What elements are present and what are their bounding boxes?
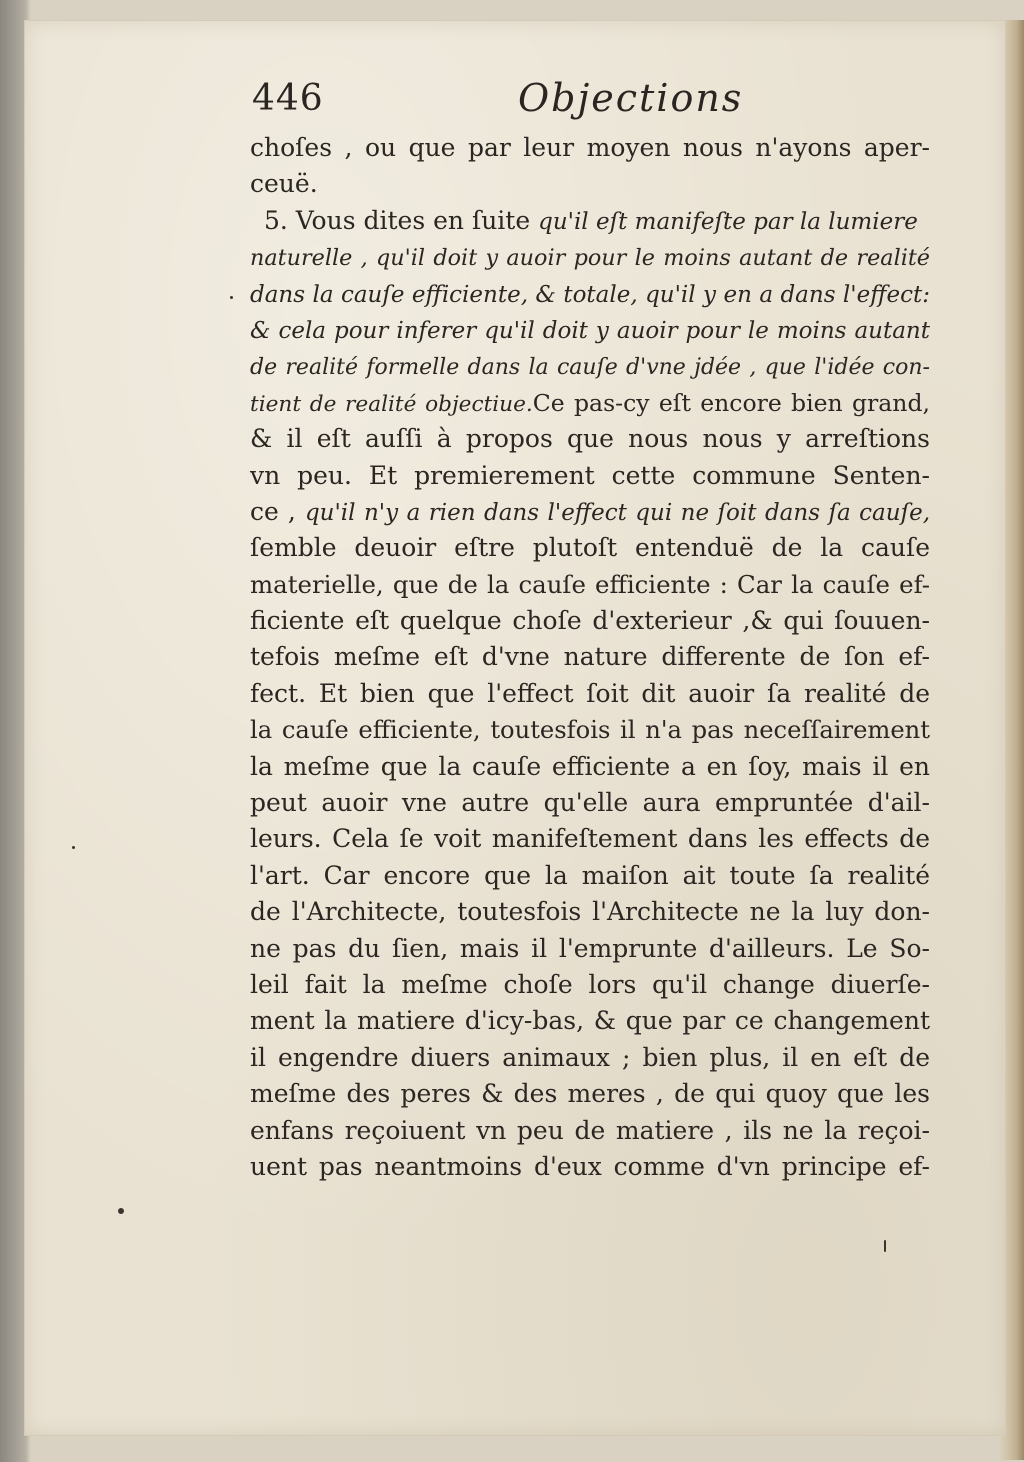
- text-segment: peut auoir vne autre qu'elle aura empruntée d'ail-: [250, 788, 930, 818]
- text-segment: choſes , ou que par leur moyen nous n'ayons aper-: [250, 133, 930, 162]
- text-segment: uent pas neantmoins d'eux comme d'vn principe ef-: [250, 1151, 930, 1181]
- ink-speck: [884, 1240, 886, 1252]
- page-number: 446: [252, 78, 324, 119]
- text-segment: de l'Architecte, toutesfois l'Architecte ne la luy don-: [250, 897, 930, 927]
- italic-text: qu'il n'y a rien dans l'effect qui ne ſoit dans ſa cauſe,: [304, 499, 931, 526]
- text-segment: enfans reçoiuent vn peu de matiere , ils ne la reçoi-: [250, 1115, 930, 1145]
- text-line: [250, 639, 930, 675]
- text-line: [250, 421, 930, 457]
- text-segment: ficiente eſt quelque choſe d'exterieur ,& qui ſouuen-: [250, 606, 930, 636]
- text-line: [250, 1003, 930, 1039]
- running-title: Objections: [518, 76, 744, 120]
- text-segment: ceuë.: [250, 169, 318, 199]
- text-segment: il engendre diuers animaux ; bien plus, il en eſt de: [250, 1042, 930, 1072]
- text-line: [250, 931, 930, 967]
- text-line: [250, 821, 930, 857]
- text-line: [250, 712, 930, 748]
- text-segment: ce ,: [250, 496, 305, 526]
- text-line: [250, 967, 930, 1003]
- text-line: [250, 130, 930, 166]
- text-segment: materielle, que de la cauſe efficiente : Car la cauſe ef-: [250, 569, 930, 599]
- text-line: [250, 749, 930, 785]
- text-segment: ment la matiere d'icy-bas, & que par ce changement: [250, 1006, 930, 1036]
- text-segment: leurs. Cela ſe voit manifeſtement dans les effects de: [250, 824, 930, 854]
- text-segment: tefois meſme eſt d'vne nature differente de ſon ef-: [250, 642, 930, 672]
- text-line: [250, 239, 930, 275]
- text-segment: vn peu. Et premierement cette commune Senten-: [250, 460, 930, 490]
- text-segment: meſme des peres & des meres , de qui quoy que les: [250, 1079, 930, 1109]
- italic-text: naturelle , qu'il doit y auoir pour le moins autant de realité: [250, 245, 930, 272]
- text-line: [250, 312, 930, 348]
- text-line: [250, 385, 930, 421]
- text-line: [250, 785, 930, 821]
- text-line: [250, 458, 930, 494]
- text-line: [250, 276, 930, 312]
- ink-speck: [118, 1208, 124, 1214]
- text-segment: la meſme que la cauſe efficiente a en ſoy, mais il en: [250, 751, 930, 781]
- text-line: [250, 348, 930, 384]
- body-text: [250, 130, 930, 1185]
- text-line: [250, 1040, 930, 1076]
- text-line: [250, 894, 930, 930]
- text-segment: Ce pas-cy eſt encore bien grand,: [532, 388, 930, 417]
- text-segment: 5. Vous dites en ſuite: [264, 205, 539, 235]
- ink-speck: [72, 846, 75, 849]
- italic-text: qu'il eſt manifeſte par la lumiere: [538, 208, 918, 235]
- text-segment: l'art. Car encore que la maiſon ait toute ſa realité: [250, 860, 930, 890]
- italic-text: & cela pour inferer qu'il doit y auoir pour le moins autant: [250, 317, 930, 344]
- italic-text: dans la cauſe efficiente, & totale, qu'il y en a dans l'effect:: [250, 281, 930, 308]
- text-line: [250, 166, 930, 202]
- text-line: [250, 1113, 930, 1149]
- italic-text: de realité formelle dans la cauſe d'vne jdée , que l'idée con-: [250, 355, 930, 381]
- text-line: [250, 603, 930, 639]
- page-header: [252, 74, 932, 134]
- ink-speck: [230, 296, 233, 299]
- text-segment: fect. Et bien que l'effect ſoit dit auoir ſa realité de: [250, 678, 930, 708]
- text-line: [250, 1149, 930, 1185]
- text-line: [250, 567, 930, 603]
- text-segment: ſemble deuoir eſtre plutoſt entenduë de la cauſe: [250, 533, 930, 563]
- text-line: [250, 530, 930, 566]
- text-segment: ne pas du ſien, mais il l'emprunte d'ailleurs. Le So-: [250, 933, 930, 963]
- text-line: [250, 1076, 930, 1112]
- text-segment: leil fait la meſme choſe lors qu'il change diuerſe-: [250, 969, 930, 999]
- italic-text: tient de realité objectiue.: [250, 391, 533, 417]
- text-line: [250, 203, 930, 239]
- text-line: [250, 858, 930, 894]
- text-segment: la cauſe efficiente, toutesfois il n'a pas neceſſairement: [250, 716, 930, 745]
- text-line: [250, 494, 930, 530]
- text-segment: & il eſt auſſi à propos que nous nous y arreſtions: [250, 424, 930, 454]
- text-line: [250, 676, 930, 712]
